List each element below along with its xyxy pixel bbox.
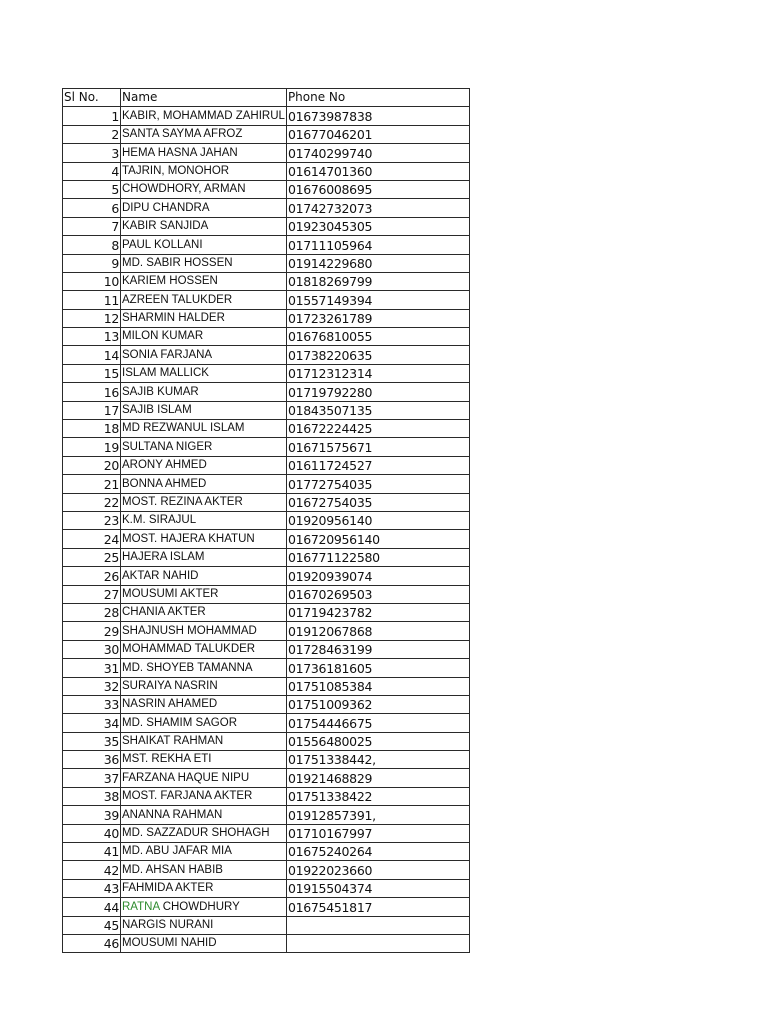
name-cell[interactable]: DIPU CHANDRA xyxy=(121,199,287,217)
table-row xyxy=(63,677,470,695)
serial-number-cell[interactable]: 39 xyxy=(63,806,121,824)
table-row xyxy=(63,585,470,603)
table-row xyxy=(63,603,470,621)
phone-cell[interactable]: 01675451817 xyxy=(286,898,469,916)
table-row xyxy=(63,383,470,401)
phone-cell[interactable]: 01675240264 xyxy=(286,843,469,861)
name-cell[interactable]: HAJERA ISLAM xyxy=(121,548,287,566)
table-row xyxy=(63,695,470,713)
phone-cell[interactable]: 01670269503 xyxy=(286,585,469,603)
serial-number-cell[interactable]: 27 xyxy=(63,585,121,603)
phone-cell[interactable]: 01673987838 xyxy=(286,107,469,125)
serial-number-cell[interactable]: 28 xyxy=(63,603,121,621)
name-cell[interactable]: ANANNA RAHMAN xyxy=(121,806,287,824)
serial-number-cell[interactable]: 36 xyxy=(63,751,121,769)
table-row xyxy=(63,511,470,529)
name-cell[interactable]: MD. AHSAN HABIB xyxy=(121,861,287,879)
serial-number-cell[interactable]: 38 xyxy=(63,787,121,805)
serial-number-cell[interactable]: 42 xyxy=(63,861,121,879)
serial-number-cell[interactable]: 34 xyxy=(63,714,121,732)
phone-cell[interactable]: 01742732073 xyxy=(286,199,469,217)
phone-cell[interactable]: 01736181605 xyxy=(286,659,469,677)
serial-number-cell[interactable]: 16 xyxy=(63,383,121,401)
table-row xyxy=(63,272,470,290)
table-row xyxy=(63,456,470,474)
name-cell[interactable]: SONIA FARJANA xyxy=(121,346,287,364)
name-cell[interactable]: MD. SABIR HOSSEN xyxy=(121,254,287,272)
table-row xyxy=(63,861,470,879)
table-row xyxy=(63,364,470,382)
name-cell[interactable]: SHARMIN HALDER xyxy=(121,309,287,327)
name-cell[interactable]: MOST. HAJERA KHATUN xyxy=(121,530,287,548)
table-row xyxy=(63,622,470,640)
phone-cell[interactable]: 01921468829 xyxy=(286,769,469,787)
table-row xyxy=(63,438,470,456)
name-cell[interactable]: SHAIKAT RAHMAN xyxy=(121,732,287,750)
name-cell[interactable]: SAJIB KUMAR xyxy=(121,383,287,401)
header-phone: Phone No xyxy=(286,89,469,107)
table-row xyxy=(63,567,470,585)
table-row xyxy=(63,291,470,309)
phone-cell[interactable]: 01923045305 xyxy=(286,217,469,235)
phone-cell[interactable]: 01915504374 xyxy=(286,879,469,897)
table-row xyxy=(63,530,470,548)
table-row xyxy=(63,162,470,180)
phone-cell[interactable]: 01754446675 xyxy=(286,714,469,732)
name-cell[interactable]: KABIR, MOHAMMAD ZAHIRUL xyxy=(121,107,287,125)
name-cell[interactable]: MOST. REZINA AKTER xyxy=(121,493,287,511)
serial-number-cell[interactable]: 1 xyxy=(63,107,121,125)
name-cell[interactable]: CHOWDHORY, ARMAN xyxy=(121,180,287,198)
phone-cell[interactable]: 01912067868 xyxy=(286,622,469,640)
serial-number-cell[interactable]: 11 xyxy=(63,291,121,309)
phone-cell[interactable]: 01556480025 xyxy=(286,732,469,750)
table-row xyxy=(63,125,470,143)
serial-number-cell[interactable]: 4 xyxy=(63,162,121,180)
name-cell[interactable]: SANTA SAYMA AFROZ xyxy=(121,125,287,143)
name-cell[interactable]: K.M. SIRAJUL xyxy=(121,511,287,529)
name-cell[interactable]: NARGIS NURANI xyxy=(121,916,287,934)
table-row xyxy=(63,199,470,217)
serial-number-cell[interactable]: 18 xyxy=(63,420,121,438)
table-row xyxy=(63,659,470,677)
serial-number-cell[interactable]: 22 xyxy=(63,493,121,511)
table-row xyxy=(63,180,470,198)
phone-cell[interactable]: 01772754035 xyxy=(286,475,469,493)
table-row xyxy=(63,714,470,732)
serial-number-cell[interactable]: 35 xyxy=(63,732,121,750)
serial-number-cell[interactable]: 8 xyxy=(63,236,121,254)
serial-number-cell[interactable]: 37 xyxy=(63,769,121,787)
phone-cell[interactable]: 01719792280 xyxy=(286,383,469,401)
header-name: Name xyxy=(121,89,287,107)
serial-number-cell[interactable]: 43 xyxy=(63,879,121,897)
name-cell[interactable]: CHANIA AKTER xyxy=(121,603,287,621)
table-row xyxy=(63,401,470,419)
serial-number-cell[interactable]: 32 xyxy=(63,677,121,695)
phone-cell[interactable]: 01719423782 xyxy=(286,603,469,621)
table-row xyxy=(63,254,470,272)
serial-number-cell[interactable]: 24 xyxy=(63,530,121,548)
serial-number-cell[interactable]: 29 xyxy=(63,622,121,640)
table-row xyxy=(63,548,470,566)
serial-number-cell[interactable]: 30 xyxy=(63,640,121,658)
phone-cell[interactable]: 01611724527 xyxy=(286,456,469,474)
table-row xyxy=(63,475,470,493)
name-cell[interactable]: SULTANA NIGER xyxy=(121,438,287,456)
table-row xyxy=(63,916,470,934)
table-body xyxy=(63,107,470,953)
serial-number-cell[interactable]: 21 xyxy=(63,475,121,493)
serial-number-cell[interactable]: 10 xyxy=(63,272,121,290)
phone-cell[interactable]: 01751009362 xyxy=(286,695,469,713)
serial-number-cell[interactable]: 25 xyxy=(63,548,121,566)
table-row xyxy=(63,328,470,346)
phone-cell[interactable]: 01738220635 xyxy=(286,346,469,364)
name-cell[interactable]: MOUSUMI NAHID xyxy=(121,934,287,952)
name-cell[interactable]: AKTAR NAHID xyxy=(121,567,287,585)
table-row xyxy=(63,107,470,125)
name-cell[interactable]: MOST. FARJANA AKTER xyxy=(121,787,287,805)
name-cell[interactable]: PAUL KOLLANI xyxy=(121,236,287,254)
serial-number-cell[interactable]: 26 xyxy=(63,567,121,585)
phone-cell[interactable]: 01712312314 xyxy=(286,364,469,382)
serial-number-cell[interactable]: 23 xyxy=(63,511,121,529)
serial-number-cell[interactable]: 46 xyxy=(63,934,121,952)
serial-number-cell[interactable]: 31 xyxy=(63,659,121,677)
table-row xyxy=(63,898,470,916)
serial-number-cell[interactable]: 15 xyxy=(63,364,121,382)
phone-cell[interactable]: 01751085384 xyxy=(286,677,469,695)
phone-cell[interactable]: 01914229680 xyxy=(286,254,469,272)
phone-cell[interactable]: 01912857391, xyxy=(286,806,469,824)
name-cell[interactable]: MOHAMMAD TALUKDER xyxy=(121,640,287,658)
table-row xyxy=(63,824,470,842)
table-row xyxy=(63,493,470,511)
name-cell[interactable] xyxy=(121,898,287,916)
serial-number-cell[interactable]: 5 xyxy=(63,180,121,198)
phone-cell[interactable] xyxy=(286,916,469,934)
serial-number-cell[interactable]: 33 xyxy=(63,695,121,713)
name-cell[interactable]: AZREEN TALUKDER xyxy=(121,291,287,309)
name-cell[interactable]: MD. ABU JAFAR MIA xyxy=(121,843,287,861)
serial-number-cell[interactable]: 14 xyxy=(63,346,121,364)
name-cell[interactable]: SAJIB ISLAM xyxy=(121,401,287,419)
table-row xyxy=(63,787,470,805)
table-row xyxy=(63,806,470,824)
phone-cell[interactable]: 01740299740 xyxy=(286,144,469,162)
table-row xyxy=(63,751,470,769)
table-row xyxy=(63,420,470,438)
serial-number-cell[interactable]: 20 xyxy=(63,456,121,474)
phone-cell[interactable]: 01676810055 xyxy=(286,328,469,346)
name-cell[interactable]: FAHMIDA AKTER xyxy=(121,879,287,897)
name-cell[interactable]: FARZANA HAQUE NIPU xyxy=(121,769,287,787)
table-row xyxy=(63,732,470,750)
phone-cell[interactable]: 01751338422 xyxy=(286,787,469,805)
serial-number-cell[interactable]: 45 xyxy=(63,916,121,934)
serial-number-cell[interactable]: 17 xyxy=(63,401,121,419)
name-cell[interactable]: HEMA HASNA JAHAN xyxy=(121,144,287,162)
phone-cell[interactable]: 01676008695 xyxy=(286,180,469,198)
serial-number-cell[interactable]: 2 xyxy=(63,125,121,143)
name-cell[interactable]: MOUSUMI AKTER xyxy=(121,585,287,603)
header-sl-no: Sl No. xyxy=(63,89,121,107)
phone-cell[interactable]: 01710167997 xyxy=(286,824,469,842)
serial-number-cell[interactable]: 40 xyxy=(63,824,121,842)
phone-cell[interactable]: 01723261789 xyxy=(286,309,469,327)
table-row xyxy=(63,879,470,897)
table-row xyxy=(63,640,470,658)
phone-cell[interactable]: 01920956140 xyxy=(286,511,469,529)
phone-cell[interactable]: 01922023660 xyxy=(286,861,469,879)
name-cell[interactable]: NASRIN AHAMED xyxy=(121,695,287,713)
serial-number-cell[interactable]: 3 xyxy=(63,144,121,162)
name-rest: CHOWDHURY xyxy=(159,900,240,913)
serial-number-cell[interactable]: 12 xyxy=(63,309,121,327)
table-row xyxy=(63,843,470,861)
phone-cell[interactable]: 01818269799 xyxy=(286,272,469,290)
serial-number-cell[interactable]: 6 xyxy=(63,199,121,217)
table-row xyxy=(63,934,470,952)
serial-number-cell[interactable]: 9 xyxy=(63,254,121,272)
name-cell[interactable]: ISLAM MALLICK xyxy=(121,364,287,382)
phone-cell[interactable]: 01614701360 xyxy=(286,162,469,180)
serial-number-cell[interactable]: 13 xyxy=(63,328,121,346)
phone-cell[interactable]: 01672754035 xyxy=(286,493,469,511)
table-row xyxy=(63,236,470,254)
phone-cell[interactable] xyxy=(286,934,469,952)
contact-table xyxy=(62,88,470,953)
name-cell[interactable]: BONNA AHMED xyxy=(121,475,287,493)
phone-cell[interactable]: 01557149394 xyxy=(286,291,469,309)
name-cell[interactable]: MILON KUMAR xyxy=(121,328,287,346)
phone-cell[interactable]: 01751338442, xyxy=(286,751,469,769)
phone-cell[interactable]: 01843507135 xyxy=(286,401,469,419)
phone-cell[interactable]: 016771122580 xyxy=(286,548,469,566)
table-row xyxy=(63,144,470,162)
name-cell[interactable]: MD. SHAMIM SAGOR xyxy=(121,714,287,732)
name-cell[interactable]: TAJRIN, MONOHOR xyxy=(121,162,287,180)
name-cell[interactable]: SHAJNUSH MOHAMMAD xyxy=(121,622,287,640)
phone-cell[interactable]: 016720956140 xyxy=(286,530,469,548)
phone-cell[interactable]: 01920939074 xyxy=(286,567,469,585)
name-cell[interactable]: MD. SHOYEB TAMANNA xyxy=(121,659,287,677)
serial-number-cell[interactable]: 7 xyxy=(63,217,121,235)
table-row xyxy=(63,217,470,235)
serial-number-cell[interactable]: 19 xyxy=(63,438,121,456)
name-highlight: RATNA xyxy=(122,900,160,913)
table-row xyxy=(63,769,470,787)
phone-cell[interactable]: 01671575671 xyxy=(286,438,469,456)
name-cell[interactable]: SURAIYA NASRIN xyxy=(121,677,287,695)
name-cell[interactable]: ARONY AHMED xyxy=(121,456,287,474)
name-cell[interactable]: KABIR SANJIDA xyxy=(121,217,287,235)
phone-cell[interactable]: 01728463199 xyxy=(286,640,469,658)
name-cell[interactable]: MD REZWANUL ISLAM xyxy=(121,420,287,438)
name-cell[interactable]: MST. REKHA ETI xyxy=(121,751,287,769)
phone-cell[interactable]: 01711105964 xyxy=(286,236,469,254)
header-row xyxy=(63,89,470,107)
phone-cell[interactable]: 01677046201 xyxy=(286,125,469,143)
table-row xyxy=(63,309,470,327)
serial-number-cell[interactable]: 41 xyxy=(63,843,121,861)
phone-cell[interactable]: 01672224425 xyxy=(286,420,469,438)
serial-number-cell[interactable]: 44 xyxy=(63,898,121,916)
name-cell[interactable]: MD. SAZZADUR SHOHAGH xyxy=(121,824,287,842)
name-cell[interactable]: KARIEM HOSSEN xyxy=(121,272,287,290)
table-row xyxy=(63,346,470,364)
